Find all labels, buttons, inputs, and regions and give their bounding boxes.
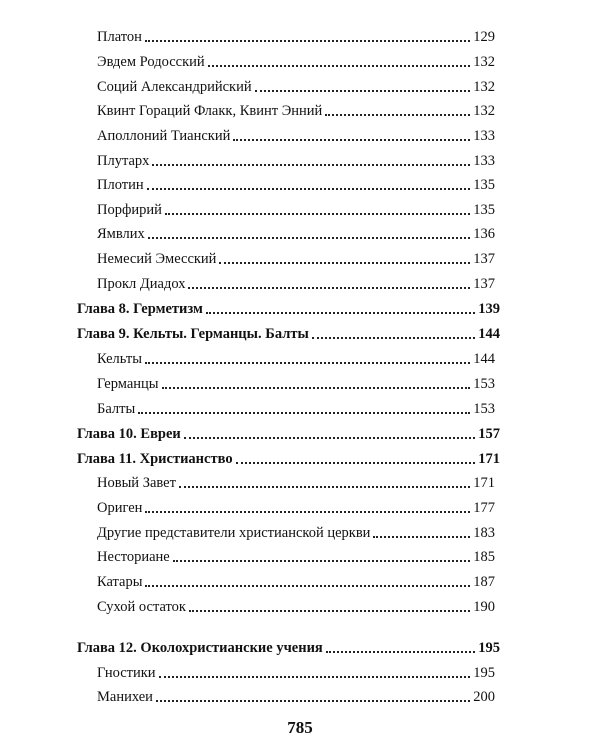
- entry-page-number: 171: [473, 475, 495, 491]
- dot-leader: [145, 40, 470, 42]
- entry-page-number: 157: [478, 426, 500, 442]
- dot-leader: [206, 312, 475, 314]
- toc-section-entry: [97, 152, 495, 170]
- entry-title: Глава 10. Евреи: [77, 426, 181, 442]
- toc-section-entry: [97, 176, 495, 194]
- entry-page-number: 183: [473, 525, 495, 541]
- entry-page-number: 139: [478, 301, 500, 317]
- dot-leader: [159, 676, 471, 678]
- dot-leader: [188, 287, 470, 289]
- dot-leader: [255, 90, 471, 92]
- entry-title: Сухой остаток: [97, 599, 186, 615]
- entry-page-number: 195: [478, 640, 500, 656]
- entry-title: Несториане: [97, 549, 170, 565]
- toc-section-entry: [97, 78, 495, 96]
- toc-chapter-entry: [77, 300, 500, 318]
- entry-page-number: 200: [473, 689, 495, 705]
- entry-page-number: 132: [473, 103, 495, 119]
- page-number: 785: [287, 718, 313, 737]
- toc-section-entry: [97, 350, 495, 368]
- entry-title: Гностики: [97, 665, 156, 681]
- entry-title: Глава 9. Кельты. Германцы. Балты: [77, 326, 309, 342]
- entry-page-number: 187: [473, 574, 495, 590]
- dot-leader: [208, 65, 471, 67]
- dot-leader: [147, 188, 471, 190]
- entry-title: Манихеи: [97, 689, 153, 705]
- entry-page-number: 171: [478, 451, 500, 467]
- toc-section-entry: [97, 375, 495, 393]
- toc-section-entry: [97, 28, 495, 46]
- toc-section-entry: [97, 250, 495, 268]
- entry-title: Катары: [97, 574, 143, 590]
- entry-page-number: 190: [473, 599, 495, 615]
- entry-title: Немесий Эмесский: [97, 251, 217, 267]
- entry-title: Плотин: [97, 177, 144, 193]
- toc-section-entry: [97, 598, 495, 616]
- entry-page-number: 185: [473, 549, 495, 565]
- dot-leader: [373, 536, 470, 538]
- toc-section-entry: [97, 53, 495, 71]
- dot-leader: [148, 237, 471, 239]
- entry-title: Ориген: [97, 500, 143, 516]
- toc-chapter-entry: [77, 425, 500, 443]
- toc-section-entry: [97, 573, 495, 591]
- toc-section-entry: [97, 201, 495, 219]
- entry-title: Глава 8. Герметизм: [77, 301, 203, 317]
- toc-section-entry: [97, 225, 495, 243]
- entry-title: Другие представители христианской церкви: [97, 525, 371, 541]
- toc-section-entry: [97, 499, 495, 517]
- entry-page-number: 153: [473, 376, 495, 392]
- entry-page-number: 135: [473, 202, 495, 218]
- dot-leader: [189, 610, 470, 612]
- dot-leader: [326, 651, 475, 653]
- toc-section-entry: [97, 664, 495, 682]
- entry-page-number: 137: [473, 276, 495, 292]
- entry-title: Платон: [97, 29, 142, 45]
- entry-page-number: 177: [473, 500, 495, 516]
- entry-title: Глава 12. Околохристианские учения: [77, 640, 323, 656]
- dot-leader: [145, 362, 470, 364]
- entry-title: Соций Александрийский: [97, 79, 252, 95]
- entry-page-number: 195: [473, 665, 495, 681]
- toc-section-entry: [97, 127, 495, 145]
- toc-chapter-entry: [77, 639, 500, 657]
- dot-leader: [145, 585, 470, 587]
- entry-title: Эвдем Родосский: [97, 54, 205, 70]
- entry-title: Германцы: [97, 376, 159, 392]
- toc-section-entry: [97, 474, 495, 492]
- entry-title: Прокл Диадох: [97, 276, 186, 292]
- entry-title: Квинт Гораций Флакк, Квинт Энний: [97, 103, 323, 119]
- toc-section-entry: [97, 548, 495, 566]
- toc-chapter-entry: [77, 325, 500, 343]
- dot-leader: [325, 114, 470, 116]
- toc-chapter-entry: [77, 450, 500, 468]
- entry-page-number: 132: [473, 79, 495, 95]
- dot-leader: [236, 462, 476, 464]
- entry-title: Ямвлих: [97, 226, 145, 242]
- entry-title: Балты: [97, 401, 136, 417]
- entry-page-number: 136: [473, 226, 495, 242]
- entry-page-number: 133: [473, 128, 495, 144]
- entry-page-number: 129: [473, 29, 495, 45]
- dot-leader: [145, 511, 470, 513]
- entry-page-number: 137: [473, 251, 495, 267]
- entry-title: Порфирий: [97, 202, 162, 218]
- toc-section-entry: [97, 400, 495, 418]
- dot-leader: [312, 337, 475, 339]
- entry-page-number: 144: [473, 351, 495, 367]
- entry-title: Аполлоний Тианский: [97, 128, 231, 144]
- dot-leader: [162, 387, 471, 389]
- dot-leader: [184, 437, 475, 439]
- dot-leader: [233, 139, 470, 141]
- toc-section-entry: [97, 524, 495, 542]
- dot-leader: [219, 262, 470, 264]
- dot-leader: [156, 700, 470, 702]
- entry-title: Кельты: [97, 351, 142, 367]
- entry-page-number: 153: [473, 401, 495, 417]
- toc-section-entry: [97, 688, 495, 706]
- entry-title: Глава 11. Христианство: [77, 451, 233, 467]
- dot-leader: [152, 164, 470, 166]
- entry-page-number: 135: [473, 177, 495, 193]
- entry-title: Новый Завет: [97, 475, 176, 491]
- dot-leader: [173, 560, 471, 562]
- entry-page-number: 133: [473, 153, 495, 169]
- entry-page-number: 144: [478, 326, 500, 342]
- toc-section-entry: [97, 275, 495, 293]
- entry-title: Плутарх: [97, 153, 150, 169]
- toc-section-entry: [97, 102, 495, 120]
- dot-leader: [165, 213, 470, 215]
- entry-page-number: 132: [473, 54, 495, 70]
- dot-leader: [179, 486, 470, 488]
- dot-leader: [138, 412, 470, 414]
